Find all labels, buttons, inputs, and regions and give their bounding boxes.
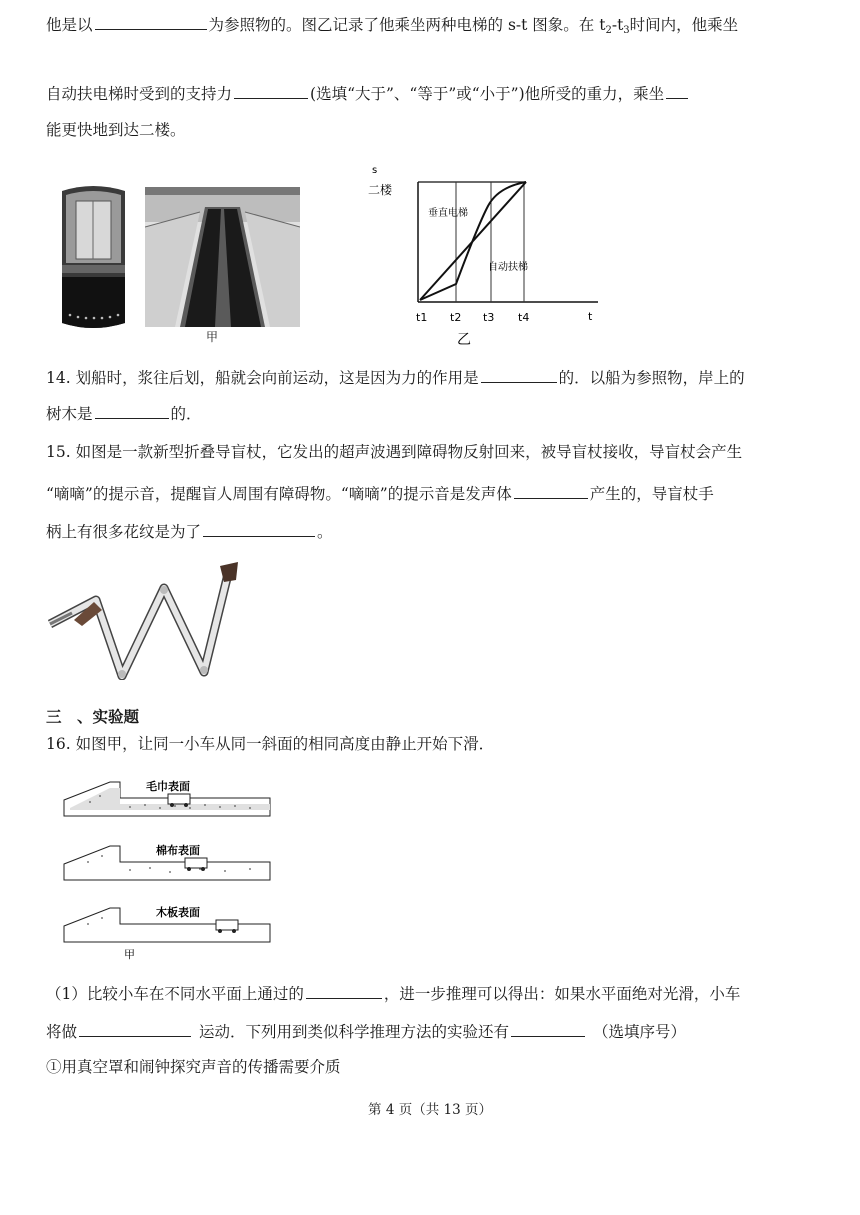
s-axis-label: s [372,165,378,176]
text-line-1: 他是以 为参照物的。图乙记录了他乘坐两种电梯的 s-t 图象。在 $t_2-t_3$时间内，他乘坐 [46,13,738,41]
answer-blank[interactable] [95,402,169,419]
tick-label: t2 [450,311,462,324]
q16-line-1: （1）比较小车在不同水平面上通过的 ，进一步推理可以得出：如果水平面绝对光滑，小车 [46,982,740,1004]
answer-blank[interactable] [234,82,308,99]
q14-line-2: 树木是 的． [46,402,202,424]
answer-blank[interactable] [514,482,588,499]
answer-blank[interactable] [511,1020,585,1037]
escalator-photo [145,187,300,327]
tick-label: t3 [483,311,495,324]
q15-line-3: 柄上有很多花纹是为了 。 [46,520,333,542]
q15-line-1: 15. 如图是一款新型折叠导盲杖，它发出的超声波遇到障碍物反射回来，被导盲杖接收，导盲杖会产生 [46,443,743,461]
q16-line-2: 将做 运动．下列用到类似科学推理方法的实验还有 （选填序号） [46,1020,686,1042]
wood-surface [64,905,270,942]
surface-label: 毛巾表面 [146,780,190,793]
answer-blank[interactable] [79,1020,191,1037]
escalator-label: 自动扶梯 [488,262,528,273]
text-line-3: 能更快地到达二楼。 [46,121,186,139]
tick-label: t4 [518,311,530,324]
section-heading: 三 、实验题 [46,708,140,726]
q14-line-1: 14. 划船时，浆往后划，船就会向前运动，这是因为力的作用是 的．以船为参照物，岸上的 [46,366,745,388]
surface-label: 棉布表面 [156,844,200,857]
towel-surface [64,779,270,816]
surface-label: 木板表面 [156,906,200,919]
answer-blank[interactable] [666,82,688,99]
page-footer: 第 4 页（共 13 页） [368,1102,492,1118]
inclined-plane-figure [60,774,280,964]
floor2-label: 二楼 [368,183,393,197]
st-graph [360,160,620,350]
answer-blank[interactable] [481,366,557,383]
answer-blank[interactable] [95,13,207,30]
answer-blank[interactable] [203,520,315,537]
figure-caption-jia: 甲 [124,948,135,961]
t-axis-label: t [588,310,593,323]
q15-line-2: “嘀嘀”的提示音，提醒盲人周围有障碍物。“嘀嘀”的提示音是发声体 产生的，导盲杖手 [46,482,714,504]
elevator-photo [56,183,131,330]
q16-intro: 16. 如图甲，让同一小车从同一斜面的相同高度由静止开始下滑． [46,735,495,753]
figure-caption-jia: 甲 [206,330,219,344]
escalator-line [420,182,526,300]
q16-option-1: ①用真空罩和闹钟探究声音的传播需要介质 [46,1058,341,1076]
folding-cane-image [44,560,244,680]
answer-blank[interactable] [306,982,382,999]
figure-caption-yi: 乙 [457,332,471,348]
cotton-surface [64,843,270,880]
text-line-2: 自动扶电梯时受到的支持力 (选填“大于”、“等于”或“小于”)他所受的重力，乘坐 [46,82,690,104]
tick-label: t1 [416,311,428,324]
vertical-elevator-label: 垂直电梯 [428,208,468,219]
